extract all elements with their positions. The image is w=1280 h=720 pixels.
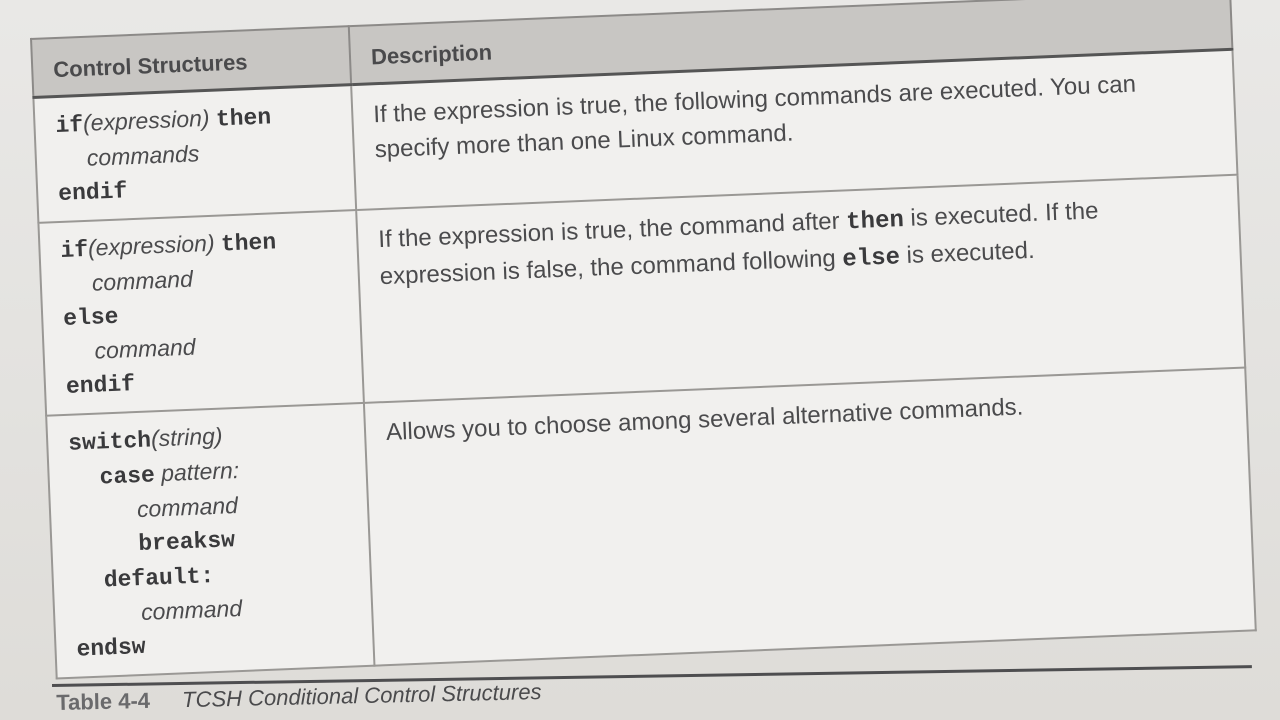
syntax-keyword: endif bbox=[65, 371, 136, 400]
table-row bbox=[46, 367, 1256, 678]
description-cell: Allows you to choose among several alternative commands. bbox=[364, 367, 1256, 665]
caption-title: TCSH Conditional Control Structures bbox=[181, 678, 542, 713]
syntax-cell bbox=[33, 85, 356, 223]
syntax-keyword: switch bbox=[67, 427, 152, 457]
syntax-placeholder: (expression) bbox=[87, 229, 222, 261]
syntax-keyword: endif bbox=[57, 178, 128, 207]
syntax-keyword: default: bbox=[103, 563, 215, 594]
control-structures-table-wrapper bbox=[30, 0, 1255, 679]
syntax-placeholder: command bbox=[136, 492, 239, 523]
header-description: Description bbox=[349, 0, 1233, 85]
syntax-keyword: if bbox=[60, 236, 89, 264]
syntax-cell bbox=[38, 210, 363, 416]
description-keyword: else bbox=[841, 244, 901, 274]
syntax-keyword: endsw bbox=[76, 633, 147, 663]
description-cell bbox=[356, 175, 1245, 403]
syntax-keyword: breaksw bbox=[137, 527, 236, 558]
syntax-keyword: if bbox=[55, 111, 84, 140]
control-structures-table bbox=[30, 0, 1257, 679]
syntax-placeholder: pattern: bbox=[154, 456, 240, 487]
syntax-placeholder: commands bbox=[86, 140, 200, 171]
syntax-cell bbox=[46, 403, 374, 679]
syntax-keyword: then bbox=[215, 104, 272, 133]
syntax-placeholder: (expression) bbox=[82, 104, 217, 136]
description-text: If the expression is true, the command after bbox=[377, 207, 847, 254]
header-control-structures: Control Structures bbox=[31, 26, 351, 97]
caption-label: Table 4-4 bbox=[56, 687, 151, 715]
syntax-placeholder: command bbox=[91, 265, 194, 296]
description-cell: If the expression is true, the following commands are executed. You can specify more than one Linux command. bbox=[351, 49, 1237, 210]
syntax-placeholder: command bbox=[94, 333, 197, 364]
description-text: is executed. bbox=[899, 236, 1036, 270]
description-text: is executed. If the expression is false, the command following bbox=[379, 197, 1099, 291]
description-keyword: then bbox=[845, 207, 905, 237]
syntax-keyword: else bbox=[62, 303, 119, 332]
syntax-placeholder: command bbox=[140, 594, 243, 625]
syntax-placeholder: (string) bbox=[150, 422, 224, 452]
syntax-keyword: then bbox=[220, 229, 277, 258]
syntax-keyword: case bbox=[99, 462, 156, 491]
